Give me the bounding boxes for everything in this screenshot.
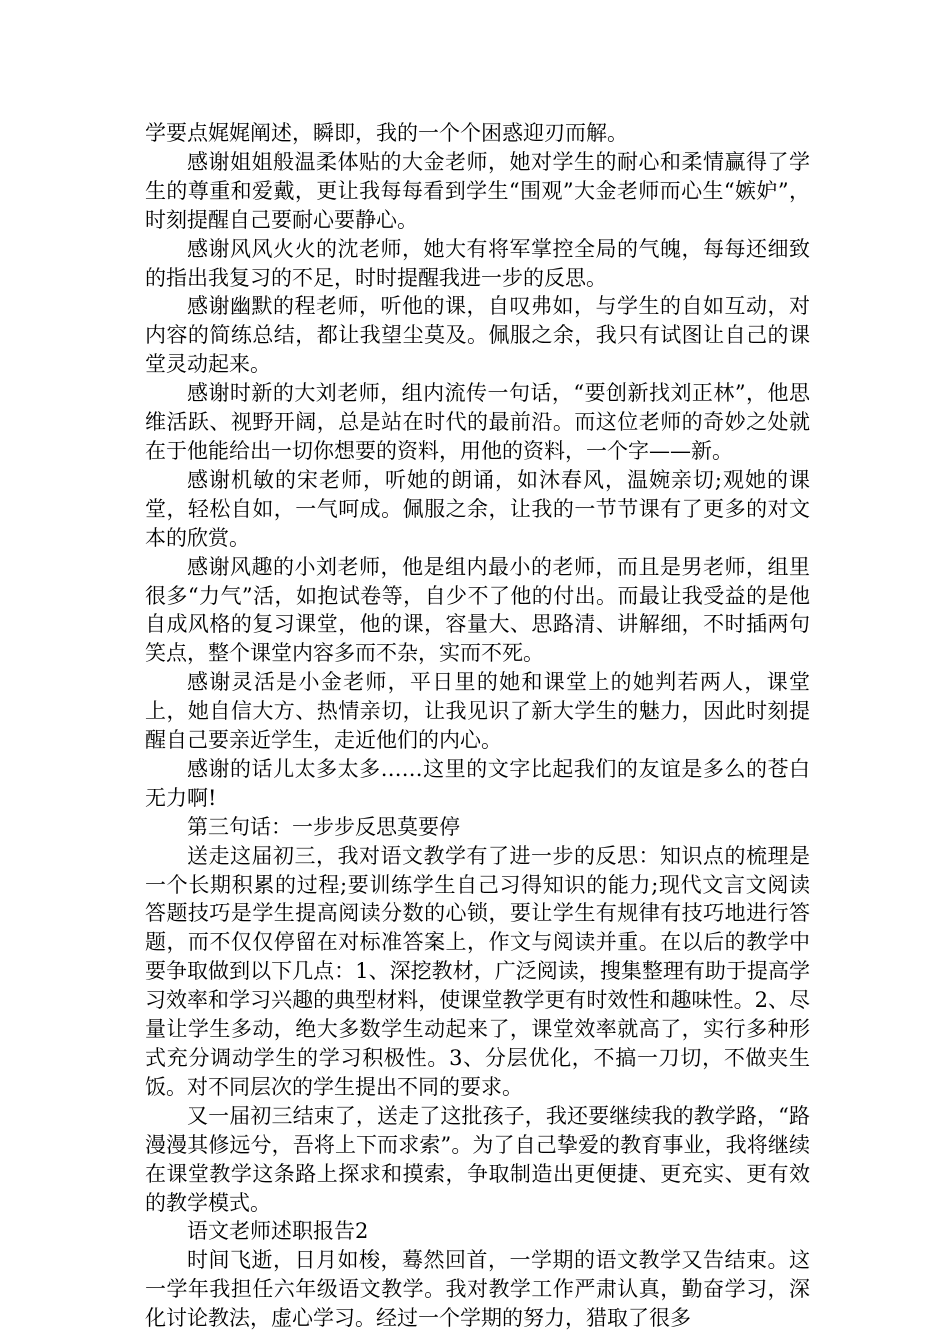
paragraph: 感谢风趣的小刘老师，他是组内最小的老师，而且是男老师，组里很多“力气”活，如抱试卷等，自少不了他的付出。而最让我受益的是他自成风格的复习课堂，他的课，容量大、思路清、讲解细，不时插两句笑点，整个课堂内容多而不杂，实而不死。 <box>145 554 810 666</box>
paragraph: 又一届初三结束了，送走了这批孩子，我还要继续我的教学路，“路漫漫其修远兮，吾将上下而求索”。为了自己挚爱的教育事业，我将继续在课堂教学这条路上探求和摸索，争取制造出更便捷、更充实、更有效的教学模式。 <box>145 1103 810 1215</box>
report-title: 语文老师述职报告2 <box>187 1219 369 1244</box>
paragraph: 感谢风风火火的沈老师，她大有将军掌控全局的气魄，每每还细致的指出我复习的不足，时时提醒我进一步的反思。 <box>145 236 810 290</box>
paragraph: 感谢的话儿太多太多……这里的文字比起我们的友谊是多么的苍白无力啊! <box>145 756 810 810</box>
document-body <box>145 119 810 1333</box>
paragraph: 感谢幽默的程老师，听他的课，自叹弗如，与学生的自如互动，对内容的简练总结，都让我望尘莫及。佩服之余，我只有试图让自己的课堂灵动起来。 <box>145 294 810 377</box>
paragraph: 学要点娓娓阐述，瞬即，我的一个个困惑迎刃而解。 <box>145 121 628 145</box>
paragraph: 送走这届初三，我对语文教学有了进一步的反思：知识点的梳理是一个长期积累的过程;要训练学生自己习得知识的能力;现代文言文阅读答题技巧是学生提高阅读分数的心锁，要让学生有规律有技巧地进行答题，而不仅仅停留在对标准答案上，作文与阅读并重。在以后的教学中要争取做到以下几点：1、深挖教材，广泛阅读，搜集整理有助于提高学习效率和学习兴趣的典型材料，使课堂教学更有时效性和趣味性。2、尽量让学生多动，绝大多数学生动起来了，课堂效率就高了，实行多种形式充分调动学生的学习积极性。3、分层优化，不搞一刀切，不做夹生饭。对不同层次的学生提出不同的要求。 <box>145 843 810 1099</box>
paragraph: 感谢机敏的宋老师，听她的朗诵，如沐春风，温婉亲切;观她的课堂，轻松自如，一气呵成。佩服之余，让我的一节节课有了更多的对文本的欣赏。 <box>145 467 810 550</box>
paragraph: 感谢姐姐般温柔体贴的大金老师，她对学生的耐心和柔情赢得了学生的尊重和爱戴，更让我每每看到学生“围观”大金老师而心生“嫉妒”，时刻提醒自己要耐心要静心。 <box>145 149 810 232</box>
paragraph: 感谢灵活是小金老师，平日里的她和课堂上的她判若两人，课堂上，她自信大方、热情亲切，让我见识了新大学生的魅力，因此时刻提醒自己要亲近学生，走近他们的内心。 <box>145 670 810 753</box>
section-heading: 第三句话：一步步反思莫要停 <box>187 814 460 839</box>
paragraph: 时间飞逝，日月如梭，蓦然回首，一学期的语文教学又告结束。这一学年我担任六年级语文教学。我对教学工作严肃认真，勤奋学习，深化讨论教法，虚心学习。经过一个学期的努力，猎取了很多 <box>145 1248 810 1331</box>
paragraph: 感谢时新的大刘老师，组内流传一句话，“要创新找刘正林”，他思维活跃、视野开阔，总是站在时代的最前沿。而这位老师的奇妙之处就在于他能给出一切你想要的资料，用他的资料，一个字——新。 <box>145 381 810 463</box>
